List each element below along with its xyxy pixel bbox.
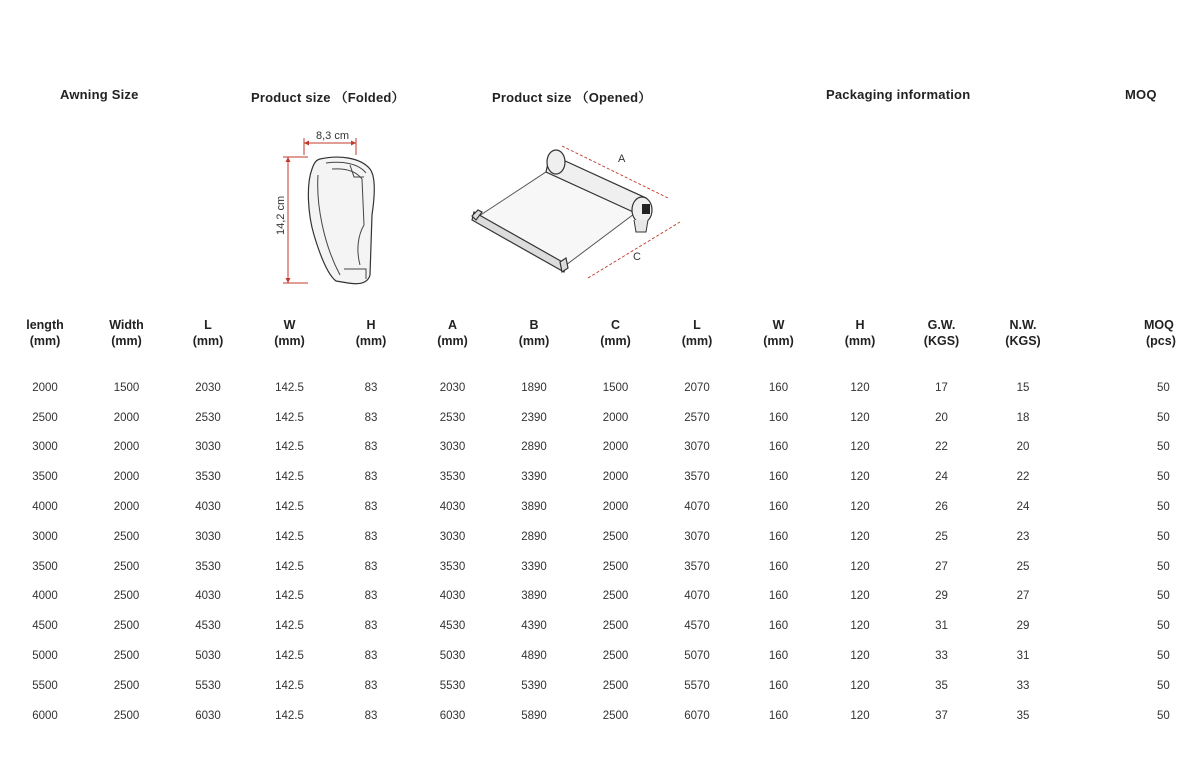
- table-cell: 142.5: [275, 620, 304, 633]
- col-header-pack-h: H (mm): [844, 318, 876, 348]
- table-cell: 120: [850, 590, 870, 603]
- section-title-folded: Product size （Folded）: [251, 90, 405, 105]
- table-cell: 24: [1016, 501, 1030, 514]
- table-cell: 2500: [602, 530, 629, 543]
- table-cell: 4390: [521, 620, 547, 633]
- table-cell: 2500: [602, 560, 629, 573]
- table-cell: 2390: [521, 411, 547, 424]
- table-cell: 3070: [684, 530, 710, 543]
- col-header-folded-w: W (mm): [274, 318, 305, 348]
- table-cell: 160: [768, 560, 789, 573]
- table-cell: 83: [364, 441, 378, 454]
- table-cell: 50: [1157, 590, 1170, 603]
- table-cell: 1500: [602, 381, 629, 394]
- table-cell: 29: [1016, 620, 1030, 633]
- table-cell: 2070: [684, 381, 710, 394]
- table-cell: 142.5: [275, 471, 304, 484]
- table-cell: 142.5: [275, 441, 304, 454]
- table-cell: 83: [364, 471, 378, 484]
- col-header-opened-b: B (mm): [518, 318, 550, 348]
- opened-product-diagram: [470, 140, 690, 290]
- col-header-net-weight: N.W. (KGS): [1005, 318, 1041, 348]
- table-cell: 2500: [113, 650, 140, 663]
- folded-height-label: 14,2 cm: [275, 195, 287, 235]
- table-cell: 29: [935, 590, 948, 603]
- table-cell: 2500: [32, 411, 58, 424]
- table-cell: 160: [768, 650, 789, 663]
- table-cell: 83: [364, 679, 378, 692]
- table-cell: 4500: [32, 620, 58, 633]
- table-cell: 2570: [684, 411, 710, 424]
- table-cell: 142.5: [275, 530, 304, 543]
- table-row: [4, 462, 1186, 492]
- table-row: [4, 403, 1186, 433]
- table-cell: 160: [768, 620, 789, 633]
- table-cell: 4000: [32, 590, 58, 603]
- table-cell: 2500: [113, 679, 140, 692]
- spec-table: [4, 317, 1186, 731]
- table-cell: 4030: [195, 501, 221, 514]
- table-row: [4, 701, 1186, 731]
- table-cell: 3390: [521, 560, 547, 573]
- table-cell: 160: [768, 441, 789, 454]
- table-cell: 27: [1016, 590, 1030, 603]
- table-cell: 2000: [602, 411, 629, 424]
- table-cell: 2500: [602, 650, 629, 663]
- table-cell: 120: [850, 441, 870, 454]
- table-row: [4, 611, 1186, 641]
- table-cell: 2000: [602, 471, 629, 484]
- table-cell: 3030: [439, 441, 466, 454]
- col-header-folded-l: L (mm): [192, 318, 224, 348]
- table-cell: 3000: [32, 441, 58, 454]
- table-cell: 4530: [439, 620, 466, 633]
- table-cell: 2030: [439, 381, 466, 394]
- table-cell: 50: [1157, 471, 1170, 484]
- table-cell: 2500: [113, 590, 140, 603]
- col-header-width: Width (mm): [109, 318, 144, 348]
- table-cell: 2890: [521, 530, 547, 543]
- table-cell: 2530: [439, 411, 466, 424]
- table-cell: 2530: [195, 411, 221, 424]
- table-cell: 83: [364, 709, 378, 722]
- table-cell: 25: [935, 530, 948, 543]
- table-cell: 3030: [195, 530, 221, 543]
- table-cell: 15: [1016, 381, 1030, 394]
- table-cell: 142.5: [275, 560, 304, 573]
- table-cell: 5070: [684, 650, 710, 663]
- table-cell: 2000: [602, 501, 629, 514]
- table-cell: 2500: [113, 530, 140, 543]
- col-header-opened-a: A (mm): [437, 318, 468, 348]
- table-cell: 5530: [439, 679, 466, 692]
- table-cell: 83: [364, 530, 378, 543]
- col-header-folded-h: H (mm): [355, 318, 387, 348]
- table-cell: 120: [850, 530, 870, 543]
- table-cell: 20: [1016, 441, 1030, 454]
- table-cell: 4070: [684, 501, 710, 514]
- table-cell: 50: [1157, 411, 1170, 424]
- folded-product-diagram: [268, 125, 388, 290]
- col-header-gross-weight: G.W. (KGS): [923, 318, 960, 348]
- table-cell: 3500: [32, 471, 58, 484]
- table-cell: 2000: [602, 441, 629, 454]
- table-cell: 160: [768, 679, 789, 692]
- section-title-moq: MOQ: [1125, 87, 1157, 102]
- table-cell: 142.5: [275, 590, 304, 603]
- table-cell: 35: [935, 679, 948, 692]
- table-cell: 5530: [195, 679, 221, 692]
- table-cell: 120: [850, 471, 870, 484]
- table-cell: 50: [1157, 530, 1170, 543]
- table-cell: 24: [935, 471, 948, 484]
- table-cell: 142.5: [275, 381, 304, 394]
- table-cell: 31: [1016, 650, 1030, 663]
- table-cell: 83: [364, 620, 378, 633]
- table-cell: 22: [935, 441, 948, 454]
- table-cell: 120: [850, 411, 870, 424]
- table-cell: 50: [1157, 650, 1170, 663]
- table-cell: 83: [364, 590, 378, 603]
- table-cell: 50: [1157, 709, 1170, 722]
- table-cell: 3890: [521, 501, 547, 514]
- table-cell: 5000: [32, 650, 58, 663]
- table-cell: 83: [364, 501, 378, 514]
- table-cell: 50: [1157, 441, 1170, 454]
- table-cell: 5030: [195, 650, 221, 663]
- table-cell: 27: [935, 560, 948, 573]
- table-cell: 160: [768, 381, 789, 394]
- table-cell: 4030: [195, 590, 221, 603]
- table-row: [4, 552, 1186, 582]
- table-cell: 3570: [684, 471, 710, 484]
- table-cell: 83: [364, 411, 378, 424]
- table-cell: 4070: [684, 590, 710, 603]
- table-cell: 2000: [32, 381, 58, 394]
- table-cell: 5890: [521, 709, 547, 722]
- table-cell: 3570: [684, 560, 710, 573]
- opened-label-a: A: [618, 153, 626, 165]
- table-cell: 2500: [113, 560, 140, 573]
- table-cell: 120: [850, 560, 870, 573]
- table-cell: 3070: [684, 441, 710, 454]
- table-cell: 142.5: [275, 709, 304, 722]
- table-row: [4, 522, 1186, 552]
- table-cell: 120: [850, 679, 870, 692]
- table-cell: 120: [850, 650, 870, 663]
- table-cell: 4890: [521, 650, 547, 663]
- table-cell: 3030: [439, 530, 466, 543]
- table-cell: 50: [1157, 620, 1170, 633]
- col-header-moq: MOQ (pcs): [1144, 318, 1176, 348]
- table-row: [4, 671, 1186, 701]
- section-title-packaging: Packaging information: [826, 87, 971, 102]
- table-cell: 25: [1016, 560, 1030, 573]
- table-cell: 3530: [195, 560, 221, 573]
- table-cell: 3030: [195, 441, 221, 454]
- table-cell: 2000: [113, 441, 140, 454]
- table-cell: 26: [935, 501, 948, 514]
- table-cell: 142.5: [275, 650, 304, 663]
- table-cell: 50: [1157, 679, 1170, 692]
- col-header-pack-w: W (mm): [763, 318, 794, 348]
- table-cell: 33: [935, 650, 948, 663]
- table-cell: 2500: [602, 709, 629, 722]
- table-cell: 120: [850, 381, 870, 394]
- table-cell: 50: [1157, 501, 1170, 514]
- table-cell: 4570: [684, 620, 710, 633]
- table-cell: 160: [768, 530, 789, 543]
- table-cell: 6030: [195, 709, 221, 722]
- table-cell: 2500: [602, 620, 629, 633]
- table-cell: 2000: [113, 471, 140, 484]
- col-header-pack-l: L (mm): [681, 318, 713, 348]
- table-row: [4, 492, 1186, 522]
- table-cell: 2500: [602, 679, 629, 692]
- table-cell: 17: [935, 381, 948, 394]
- table-row: [4, 433, 1186, 463]
- table-cell: 3500: [32, 560, 58, 573]
- table-cell: 142.5: [275, 501, 304, 514]
- table-cell: 3530: [439, 471, 466, 484]
- table-cell: 50: [1157, 560, 1170, 573]
- table-cell: 5030: [439, 650, 466, 663]
- table-cell: 3390: [521, 471, 547, 484]
- section-title-awning-size: Awning Size: [60, 87, 139, 102]
- table-cell: 6000: [32, 709, 58, 722]
- table-cell: 2500: [602, 590, 629, 603]
- table-cell: 6070: [684, 709, 710, 722]
- table-row: [4, 582, 1186, 612]
- col-header-length: length (mm): [26, 318, 64, 348]
- table-cell: 37: [935, 709, 948, 722]
- table-cell: 3890: [521, 590, 547, 603]
- table-cell: 120: [850, 501, 870, 514]
- table-cell: 142.5: [275, 679, 304, 692]
- table-cell: 160: [768, 471, 789, 484]
- table-cell: 3000: [32, 530, 58, 543]
- table-cell: 5500: [32, 679, 58, 692]
- table-cell: 4030: [439, 501, 466, 514]
- table-cell: 4000: [32, 501, 58, 514]
- table-cell: 4530: [195, 620, 221, 633]
- table-cell: 33: [1016, 679, 1030, 692]
- table-cell: 4030: [439, 590, 466, 603]
- table-cell: 120: [850, 709, 870, 722]
- table-cell: 1500: [113, 381, 140, 394]
- table-cell: 2500: [113, 709, 140, 722]
- table-cell: 5570: [684, 679, 710, 692]
- table-cell: 83: [364, 560, 378, 573]
- table-cell: 83: [364, 381, 378, 394]
- table-cell: 2500: [113, 620, 140, 633]
- spec-table-body: [4, 353, 1186, 731]
- table-cell: 160: [768, 411, 789, 424]
- col-header-opened-c: C (mm): [600, 318, 631, 348]
- table-row: [4, 641, 1186, 671]
- table-cell: 18: [1016, 411, 1030, 424]
- table-cell: 31: [935, 620, 948, 633]
- section-title-opened: Product size （Opened）: [492, 90, 652, 105]
- table-cell: 160: [768, 709, 789, 722]
- table-cell: 35: [1016, 709, 1030, 722]
- table-cell: 3530: [439, 560, 466, 573]
- table-cell: 20: [935, 411, 948, 424]
- table-cell: 2000: [113, 501, 140, 514]
- table-cell: 50: [1157, 381, 1170, 394]
- folded-width-label: 8,3 cm: [316, 130, 350, 142]
- table-cell: 2000: [113, 411, 140, 424]
- table-cell: 160: [768, 501, 789, 514]
- table-cell: 83: [364, 650, 378, 663]
- table-cell: 1890: [521, 381, 547, 394]
- table-row: [4, 373, 1186, 403]
- table-cell: 5390: [521, 679, 547, 692]
- table-cell: 160: [768, 590, 789, 603]
- table-cell: 120: [850, 620, 870, 633]
- table-cell: 23: [1016, 530, 1030, 543]
- table-cell: 2030: [195, 381, 221, 394]
- table-cell: 6030: [439, 709, 466, 722]
- table-cell: 2890: [521, 441, 547, 454]
- table-header-row: [4, 317, 1186, 353]
- table-cell: 22: [1016, 471, 1030, 484]
- table-cell: 3530: [195, 471, 221, 484]
- opened-label-c: C: [633, 251, 641, 263]
- table-cell: 142.5: [275, 411, 304, 424]
